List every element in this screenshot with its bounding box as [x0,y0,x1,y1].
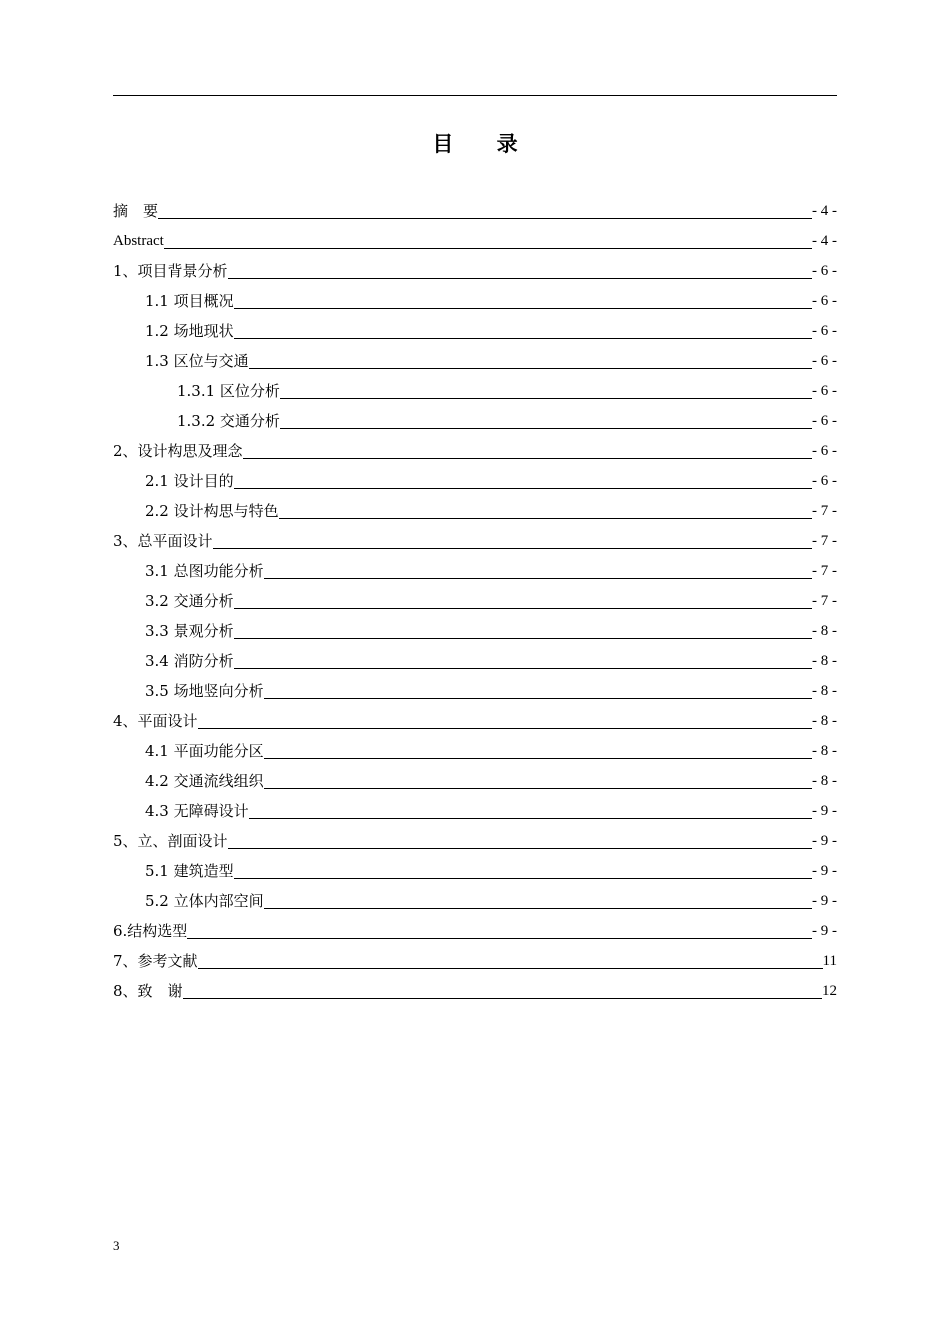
toc-entry-page: - 6 - [812,383,837,399]
toc-leader-line [280,427,812,429]
toc-entry-label: 2.1 设计目的 [145,472,234,490]
toc-entry-label: 1.2 场地现状 [145,322,234,340]
toc-entry-page: - 8 - [812,623,837,639]
page-title: 目 录 [432,132,536,156]
toc-leader-line [213,547,812,549]
toc-entry-page: - 4 - [812,203,837,219]
toc-entry-label: 4.3 无障碍设计 [145,802,249,820]
toc-entry-label: 2、设计构思及理念 [113,442,243,460]
toc-entry-label: 6.结构选型 [113,922,188,940]
toc-entry[interactable] [113,433,837,463]
toc-entry[interactable] [113,253,837,283]
toc-entry-page: - 8 - [812,713,837,729]
toc-entry[interactable] [113,943,837,973]
toc-leader-line [243,457,812,459]
toc-entry-label: 1、项目背景分析 [113,262,228,280]
toc-entry-label: 3.2 交通分析 [145,592,234,610]
toc-entry-page: 12 [822,983,837,999]
toc-entry[interactable] [113,193,837,223]
toc-leader-line [228,277,812,279]
toc-entry-label: 5、立、剖面设计 [113,832,228,850]
toc-entry-label: 4.2 交通流线组织 [145,772,264,790]
toc-entry-label: 摘 要 [113,202,159,220]
toc-entry[interactable] [113,583,837,613]
toc-leader-line [234,337,812,339]
toc-entry-page: - 6 - [812,473,837,489]
toc-leader-line [198,727,812,729]
toc-entry-label: 3.1 总图功能分析 [145,562,264,580]
toc-entry[interactable] [113,853,837,883]
toc-entry-label: 5.2 立体内部空间 [145,892,264,910]
toc-entry[interactable] [113,463,837,493]
toc-entry[interactable] [113,283,837,313]
toc-leader-line [234,637,812,639]
toc-leader-line [249,367,812,369]
toc-entry[interactable] [113,913,837,943]
toc-leader-line [264,577,812,579]
toc-entry-page: - 8 - [812,743,837,759]
toc-entry-label: 3.4 消防分析 [145,652,234,670]
toc-entry[interactable] [113,373,837,403]
toc-entry-page: - 7 - [812,563,837,579]
toc-entry-label: 1.3.1 区位分析 [177,382,280,400]
toc-leader-line [187,937,812,939]
toc-entry-page: - 4 - [812,233,837,249]
toc-leader-line [279,517,812,519]
toc-entry-label: 1.1 项目概况 [145,292,234,310]
toc-entry-page: - 6 - [812,293,837,309]
toc-entry[interactable] [113,973,837,1003]
header-rule [113,95,837,96]
toc-entry-label: 3.5 场地竖向分析 [145,682,264,700]
toc-leader-line [234,607,812,609]
toc-entry-page: - 6 - [812,413,837,429]
toc-entry-page: - 6 - [812,443,837,459]
toc-leader-line [228,847,812,849]
toc-entry[interactable] [113,793,837,823]
toc-entry-page: 11 [822,953,837,969]
toc-entry-page: - 6 - [812,263,837,279]
toc-leader-line [158,217,812,219]
toc-leader-line [264,697,812,699]
toc-entry[interactable] [113,673,837,703]
toc-entry-page: - 8 - [812,773,837,789]
toc-leader-line [264,787,812,789]
toc-entry[interactable] [113,883,837,913]
toc-leader-line [234,307,812,309]
toc-leader-line [249,817,812,819]
toc-entry[interactable] [113,343,837,373]
table-of-contents [113,193,837,1003]
toc-entry-label: 3.3 景观分析 [145,622,234,640]
toc-entry[interactable] [113,313,837,343]
toc-entry[interactable] [113,553,837,583]
toc-leader-line [164,247,812,249]
toc-entry-label: 4.1 平面功能分区 [145,742,264,760]
toc-leader-line [234,877,812,879]
toc-entry-label: 4、平面设计 [113,712,198,730]
toc-entry-page: - 7 - [812,593,837,609]
toc-entry[interactable] [113,703,837,733]
toc-entry[interactable] [113,733,837,763]
toc-entry[interactable] [113,763,837,793]
toc-entry-label: 1.3.2 交通分析 [177,412,280,430]
toc-entry-label: 5.1 建筑造型 [145,862,234,880]
toc-entry-page: - 6 - [812,323,837,339]
toc-entry-page: - 9 - [812,893,837,909]
toc-entry-page: - 7 - [812,533,837,549]
toc-leader-line [234,487,812,489]
toc-entry-page: - 6 - [812,353,837,369]
toc-entry-page: - 9 - [812,863,837,879]
toc-entry-page: - 8 - [812,683,837,699]
toc-entry-page: - 9 - [812,923,837,939]
toc-leader-line [198,967,823,969]
toc-entry-page: - 9 - [812,833,837,849]
toc-entry[interactable] [113,223,837,253]
toc-entry-page: - 9 - [812,803,837,819]
toc-leader-line [234,667,812,669]
toc-leader-line [264,907,812,909]
toc-entry[interactable] [113,493,837,523]
toc-entry[interactable] [113,643,837,673]
toc-leader-line [264,757,812,759]
toc-entry[interactable] [113,403,837,433]
toc-entry-label: 8、致 谢 [113,982,183,1000]
toc-entry-page: - 7 - [812,503,837,519]
toc-entry-label: 2.2 设计构思与特色 [145,502,279,520]
toc-entry-label: 7、参考文献 [113,952,198,970]
toc-leader-line [280,397,812,399]
toc-entry[interactable] [113,823,837,853]
toc-entry[interactable] [113,523,837,553]
toc-entry[interactable] [113,613,837,643]
toc-entry-label: 3、总平面设计 [113,532,213,550]
toc-leader-line [183,997,822,999]
toc-entry-page: - 8 - [812,653,837,669]
toc-entry-label: Abstract [113,233,164,249]
page-number: 3 [113,1238,120,1253]
toc-entry-label: 1.3 区位与交通 [145,352,249,370]
